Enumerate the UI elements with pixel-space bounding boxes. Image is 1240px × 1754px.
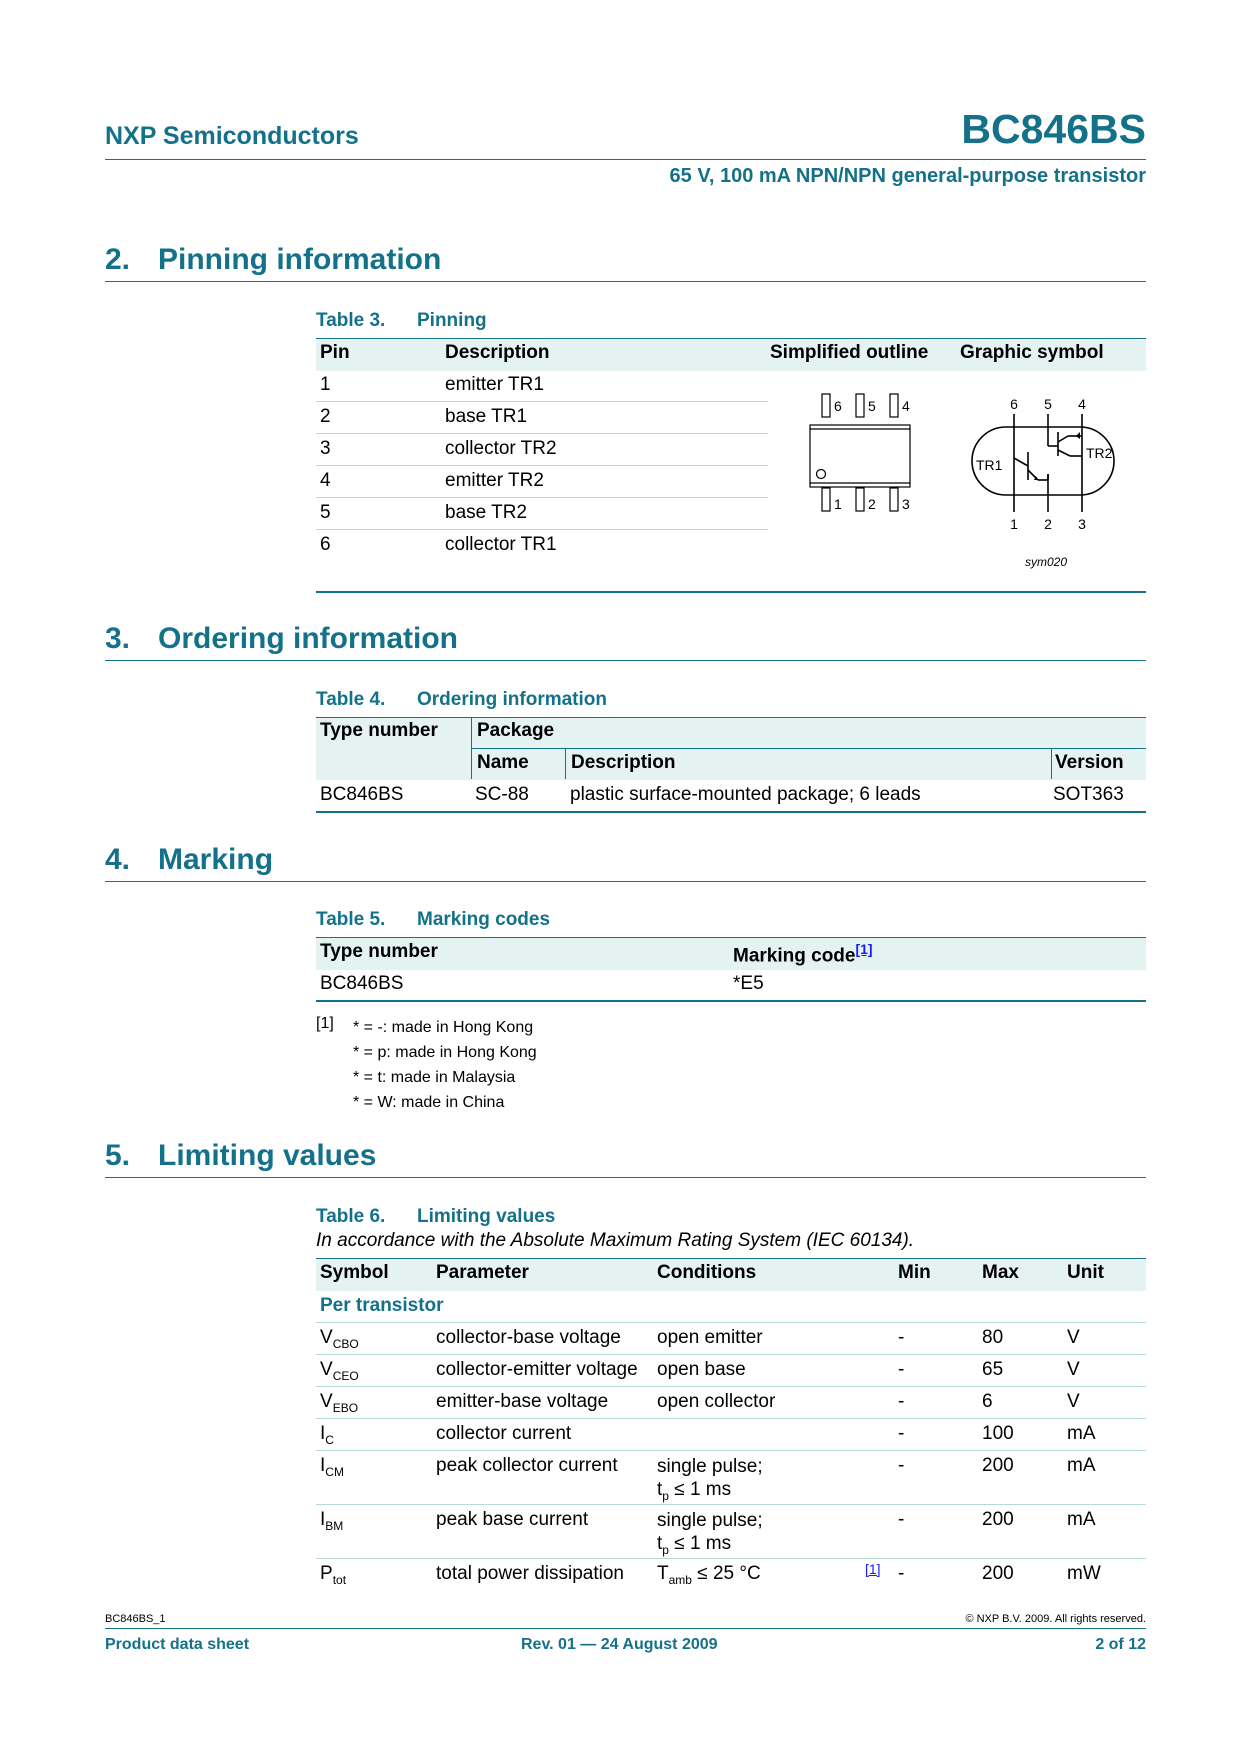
section-number: 5.	[105, 1139, 131, 1172]
col-unit: Unit	[1067, 1262, 1104, 1283]
symbol-base: I	[320, 1509, 326, 1530]
symbol-pin-label: 6	[1010, 396, 1018, 412]
pin-number: 2	[320, 406, 331, 427]
pin-number: 5	[320, 502, 331, 523]
symbol-cell	[320, 1455, 344, 1479]
section-ordering-heading	[105, 622, 458, 656]
table6-caption	[316, 1206, 555, 1228]
symbol-sub: tot	[332, 1572, 347, 1587]
type-number-value: BC846BS	[320, 784, 404, 805]
table4-caption	[316, 689, 607, 711]
table6	[316, 1258, 1146, 1590]
section-title: Ordering information	[158, 622, 458, 655]
min-cell: -	[898, 1391, 905, 1412]
unit-cell: mA	[1067, 1509, 1096, 1530]
symbol-pin-label: 1	[1010, 516, 1018, 532]
table-row	[316, 1419, 1146, 1451]
max-cell: 80	[982, 1327, 1004, 1348]
footnote-ref-link[interactable]: [1]	[865, 1561, 881, 1577]
table3-bottom-rule	[316, 591, 1146, 593]
table6-header	[316, 1258, 1146, 1291]
footnote-ref: [1]	[316, 1015, 334, 1032]
parameter-cell: peak collector current	[436, 1455, 618, 1476]
footer-revision: Rev. 01 — 24 August 2009	[521, 1636, 718, 1653]
col-pin: Pin	[320, 342, 350, 363]
symbol-base: P	[320, 1563, 333, 1584]
condition-line2-base: t	[657, 1479, 663, 1500]
max-cell: 6	[982, 1391, 993, 1412]
symbol-cell	[320, 1423, 334, 1447]
footer-rule	[105, 1628, 1146, 1629]
pin-description: emitter TR1	[445, 374, 544, 395]
max-cell: 200	[982, 1455, 1014, 1476]
section-rule	[105, 660, 1146, 661]
symbol-cell	[320, 1359, 359, 1383]
footnote-line: * = -: made in Hong Kong	[353, 1019, 534, 1036]
symbol-sub: CM	[325, 1464, 344, 1479]
lead-6	[822, 394, 830, 417]
footer-copyright: © NXP B.V. 2009. All rights reserved.	[965, 1613, 1146, 1625]
pin-description: collector TR2	[445, 438, 557, 459]
symbol-base: I	[320, 1423, 326, 1444]
condition-cell	[657, 1455, 763, 1508]
col-min: Min	[898, 1262, 931, 1283]
max-cell: 200	[982, 1509, 1014, 1530]
table-title: Pinning	[417, 310, 487, 331]
symbol-sub: EBO	[332, 1400, 359, 1415]
min-cell: -	[898, 1455, 905, 1476]
min-cell: -	[898, 1423, 905, 1444]
col-type-number: Type number	[320, 941, 438, 962]
product-title: BC846BS	[961, 106, 1146, 152]
parameter-cell: peak base current	[436, 1509, 589, 1530]
table3-caption	[316, 310, 487, 332]
table-number: Table 6.	[316, 1206, 386, 1227]
symbol-base: V	[320, 1359, 333, 1380]
table-row	[316, 370, 768, 402]
parameter-cell: collector current	[436, 1423, 572, 1444]
pin-number: 3	[320, 438, 331, 459]
table-number: Table 5.	[316, 909, 386, 930]
symbol-sub: C	[325, 1432, 334, 1447]
tr1-label: TR1	[976, 457, 1003, 473]
footnote-line: * = W: made in China	[353, 1094, 505, 1111]
table-row	[316, 1355, 1146, 1387]
symbol-cell	[320, 1391, 358, 1415]
condition-line2-base: t	[657, 1533, 663, 1554]
footer-doc-type: Product data sheet	[105, 1636, 250, 1653]
min-cell: -	[898, 1327, 905, 1348]
table5	[316, 937, 1146, 1002]
symbol-cell	[320, 1563, 346, 1587]
pin1-marker	[817, 470, 826, 479]
condition-line2-tail: ≤ 1 ms	[668, 1479, 732, 1500]
section-marking-heading	[105, 843, 273, 877]
symbol-pin-label: 5	[1044, 396, 1052, 412]
condition-cell	[657, 1509, 763, 1562]
symbol-pin-label: 3	[1078, 516, 1086, 532]
condition-cell: open emitter	[657, 1327, 763, 1348]
table-row	[316, 1505, 1146, 1559]
outline-pin-label: 2	[868, 496, 876, 512]
section-number: 2.	[105, 243, 131, 276]
lead-3	[890, 488, 898, 511]
unit-cell: mA	[1067, 1423, 1096, 1444]
unit-cell: V	[1067, 1391, 1080, 1412]
unit-cell: mA	[1067, 1455, 1096, 1476]
parameter-cell: collector-base voltage	[436, 1327, 621, 1348]
col-conditions: Conditions	[657, 1262, 757, 1283]
col-name: Name	[477, 752, 529, 773]
lead-1	[822, 488, 830, 511]
graphic-symbol-drawing	[968, 392, 1128, 577]
package-body	[810, 425, 910, 487]
col-max: Max	[982, 1262, 1019, 1283]
col-symbol: Symbol	[320, 1262, 389, 1283]
condition-line2-tail: ≤ 1 ms	[668, 1533, 732, 1554]
pin-number: 4	[320, 470, 331, 491]
pin-description: emitter TR2	[445, 470, 544, 491]
section-pinning-heading	[105, 243, 441, 277]
table-row	[316, 466, 768, 498]
condition-sub: amb	[668, 1572, 692, 1587]
unit-cell: V	[1067, 1359, 1080, 1380]
company-name: NXP Semiconductors	[105, 122, 359, 150]
col-outline: Simplified outline	[770, 342, 929, 363]
pin-description: base TR2	[445, 502, 528, 523]
outline-pin-label: 6	[834, 398, 842, 414]
table6-subtitle: In accordance with the Absolute Maximum Rating System (IEC 60134).	[316, 1230, 915, 1251]
pin-description: collector TR1	[445, 534, 557, 555]
condition-line2-sub: p	[662, 1488, 669, 1503]
table-row	[316, 1387, 1146, 1419]
lead-4	[890, 394, 898, 417]
product-subtitle: 65 V, 100 mA NPN/NPN general-purpose transistor	[669, 165, 1146, 187]
col-version: Version	[1055, 752, 1124, 773]
table-row	[316, 1559, 1146, 1590]
tr2-label: TR2	[1086, 445, 1113, 461]
package-description-value: plastic surface-mounted package; 6 leads	[570, 784, 921, 805]
symbol-base: I	[320, 1455, 326, 1476]
symbol-sub: CEO	[332, 1368, 359, 1383]
outline-pin-label: 4	[902, 398, 910, 414]
symbol-cell	[320, 1509, 343, 1533]
footer-doc-id: BC846BS_1	[105, 1613, 166, 1625]
simplified-outline-drawing	[800, 392, 920, 522]
condition-cell: open collector	[657, 1391, 776, 1412]
pin-number: 1	[320, 374, 331, 395]
condition-line1: single pulse;	[657, 1456, 763, 1477]
table-title: Ordering information	[417, 689, 607, 710]
table-title: Limiting values	[417, 1206, 556, 1227]
min-cell: -	[898, 1509, 905, 1530]
table4	[316, 717, 1146, 811]
col-symbol: Graphic symbol	[960, 342, 1104, 363]
condition-line2-sub: p	[662, 1542, 669, 1557]
footnote-ref-link[interactable]: [1]	[855, 941, 873, 957]
table-row	[316, 1323, 1146, 1355]
min-cell: -	[898, 1563, 905, 1584]
outline-pin-label: 5	[868, 398, 876, 414]
header-rule	[105, 159, 1146, 160]
max-cell: 100	[982, 1423, 1014, 1444]
pin-number: 6	[320, 534, 331, 555]
footer-page-number: 2 of 12	[1095, 1636, 1146, 1653]
lead-2	[856, 488, 864, 511]
condition-cell: open base	[657, 1359, 746, 1380]
section-limiting-heading	[105, 1139, 376, 1173]
table-row	[316, 434, 768, 466]
symbol-base: V	[320, 1391, 333, 1412]
parameter-cell: emitter-base voltage	[436, 1391, 609, 1412]
table-number: Table 3.	[316, 310, 386, 331]
parameter-cell: total power dissipation	[436, 1563, 624, 1584]
section-rule	[105, 281, 1146, 282]
col-package: Package	[477, 720, 555, 741]
condition-line1: single pulse;	[657, 1510, 763, 1531]
table3-header	[316, 338, 1146, 371]
footnote-line: * = p: made in Hong Kong	[353, 1044, 537, 1061]
col-parameter: Parameter	[436, 1262, 529, 1283]
table-row	[316, 402, 768, 434]
outline-pin-label: 3	[902, 496, 910, 512]
section-title: Pinning information	[158, 243, 442, 276]
unit-cell: mW	[1067, 1563, 1101, 1584]
condition-tail: ≤ 25 °C	[691, 1563, 761, 1584]
outline-pin-label: 1	[834, 496, 842, 512]
pin-description: base TR1	[445, 406, 528, 427]
table-row	[316, 530, 768, 561]
table3-rows	[316, 370, 768, 561]
type-number-value: BC846BS	[320, 973, 404, 994]
section-number: 4.	[105, 843, 131, 876]
symbol-sub: CBO	[332, 1336, 359, 1351]
group-label: Per transistor	[320, 1295, 444, 1316]
marking-code-label: Marking code	[733, 945, 856, 967]
symbol-base: V	[320, 1327, 333, 1348]
package-name-value: SC-88	[475, 784, 529, 805]
table-title: Marking codes	[417, 909, 551, 930]
col-marking-code	[733, 941, 873, 967]
lead-5	[856, 394, 864, 417]
package-version-value: SOT363	[1053, 784, 1124, 805]
symbol-pin-label: 4	[1078, 396, 1086, 412]
max-cell: 65	[982, 1359, 1004, 1380]
condition-cell	[657, 1563, 761, 1587]
table-row	[316, 1451, 1146, 1505]
table5-caption	[316, 909, 550, 931]
table-row	[316, 498, 768, 530]
col-description: Description	[445, 342, 550, 363]
group-row	[316, 1291, 1146, 1323]
symbol-sub: BM	[325, 1518, 344, 1533]
footnote-list	[353, 1015, 537, 1115]
unit-cell: V	[1067, 1327, 1080, 1348]
section-title: Limiting values	[158, 1139, 377, 1172]
col-type-number: Type number	[320, 720, 438, 741]
section-rule	[105, 881, 1146, 882]
table-number: Table 4.	[316, 689, 386, 710]
marking-code-value: *E5	[733, 973, 764, 994]
section-rule	[105, 1177, 1146, 1178]
parameter-cell: collector-emitter voltage	[436, 1359, 638, 1380]
symbol-pin-label: 2	[1044, 516, 1052, 532]
min-cell: -	[898, 1359, 905, 1380]
footnote-line: * = t: made in Malaysia	[353, 1069, 516, 1086]
max-cell: 200	[982, 1563, 1014, 1584]
section-number: 3.	[105, 622, 131, 655]
section-title: Marking	[158, 843, 274, 876]
col-description: Description	[571, 752, 676, 773]
condition-base: T	[657, 1563, 669, 1584]
symbol-code: sym020	[1024, 555, 1068, 569]
symbol-cell	[320, 1327, 359, 1351]
